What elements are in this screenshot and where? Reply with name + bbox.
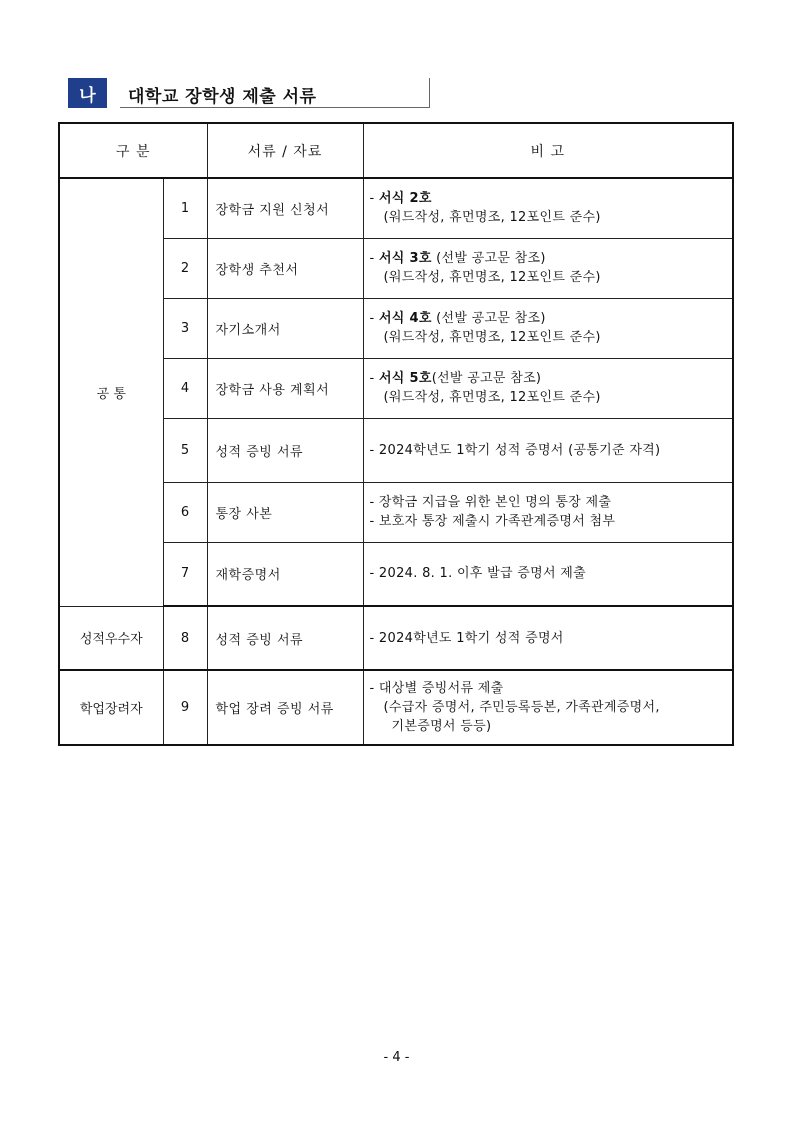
table-row xyxy=(59,670,733,745)
note-cell xyxy=(363,670,733,745)
note-line: - 장학금 지급을 위한 본인 명의 통장 제출 xyxy=(369,495,612,510)
note-line: - 대상별 증빙서류 제출 xyxy=(369,681,504,696)
row-number: 2 xyxy=(163,238,207,298)
note-detail: (워드작성, 휴먼명조, 12포인트 준수) xyxy=(383,330,601,345)
document-name: 성적 증빙 서류 xyxy=(207,606,363,670)
category-promotion: 학업장려자 xyxy=(59,670,163,745)
document-name: 재학증명서 xyxy=(207,542,363,606)
row-number: 6 xyxy=(163,482,207,542)
row-number: 7 xyxy=(163,542,207,606)
note-text: (선발 공고문 참조) xyxy=(431,311,546,326)
section-title: 대학교 장학생 제출 서류 xyxy=(128,87,317,107)
document-name: 성적 증빙 서류 xyxy=(207,418,363,482)
document-name: 학업 장려 증빙 서류 xyxy=(207,670,363,745)
note-detail: (수급자 증명서, 주민등록등본, 가족관계증명서, xyxy=(383,700,660,715)
title-underline xyxy=(120,107,430,108)
documents-table xyxy=(58,122,734,746)
note-line: - 2024. 8. 1. 이후 발급 증명서 제출 xyxy=(369,566,586,582)
note-dash: - xyxy=(369,191,379,207)
note-cell xyxy=(363,178,733,238)
row-number: 9 xyxy=(163,670,207,745)
title-divider xyxy=(429,78,430,108)
note-cell xyxy=(363,418,733,482)
row-number: 8 xyxy=(163,606,207,670)
form-number: 서식 4호 xyxy=(378,311,432,326)
note-dash: - xyxy=(369,311,379,326)
document-name: 장학생 추천서 xyxy=(207,238,363,298)
note-dash: - xyxy=(369,371,379,386)
row-number: 5 xyxy=(163,418,207,482)
form-number: 서식 3호 xyxy=(378,251,432,266)
row-number: 1 xyxy=(163,178,207,238)
category-common: 공 통 xyxy=(59,178,163,606)
note-cell xyxy=(363,238,733,298)
section-badge: 나 xyxy=(68,78,107,108)
page-number: - 4 - xyxy=(383,1050,410,1065)
column-header-category: 구 분 xyxy=(59,123,207,178)
note-cell xyxy=(363,542,733,606)
note-text: (선발 공고문 참조) xyxy=(431,371,542,386)
row-number: 3 xyxy=(163,298,207,358)
form-number: 서식 2호 xyxy=(378,191,432,207)
note-dash: - xyxy=(369,251,379,266)
note-cell xyxy=(363,358,733,418)
column-header-note: 비 고 xyxy=(363,123,733,178)
note-detail: (워드작성, 휴먼명조, 12포인트 준수) xyxy=(383,270,601,285)
document-name: 장학금 지원 신청서 xyxy=(207,178,363,238)
document-name: 통장 사본 xyxy=(207,482,363,542)
row-number: 4 xyxy=(163,358,207,418)
category-merit: 성적우수자 xyxy=(59,606,163,670)
table-row xyxy=(59,606,733,670)
note-detail: (워드작성, 휴먼명조, 12포인트 준수) xyxy=(383,210,601,226)
table-header-row xyxy=(59,123,733,178)
table-row xyxy=(59,178,733,238)
note-text: (선발 공고문 참조) xyxy=(431,251,546,266)
section-header xyxy=(68,78,430,110)
document-name: 장학금 사용 계획서 xyxy=(207,358,363,418)
note-detail: 기본증명서 등등) xyxy=(391,719,492,734)
form-number: 서식 5호 xyxy=(378,371,432,386)
note-line: - 2024학년도 1학기 성적 증명서 xyxy=(369,630,564,646)
document-name: 자기소개서 xyxy=(207,298,363,358)
note-line: - 보호자 통장 제출시 가족관계증명서 첨부 xyxy=(369,514,616,529)
note-cell xyxy=(363,482,733,542)
note-cell xyxy=(363,606,733,670)
note-detail: (워드작성, 휴먼명조, 12포인트 준수) xyxy=(383,390,601,405)
column-header-document: 서류 / 자료 xyxy=(207,123,363,178)
note-line: - 2024학년도 1학기 성적 증명서 (공통기준 자격) xyxy=(369,442,661,458)
note-cell xyxy=(363,298,733,358)
